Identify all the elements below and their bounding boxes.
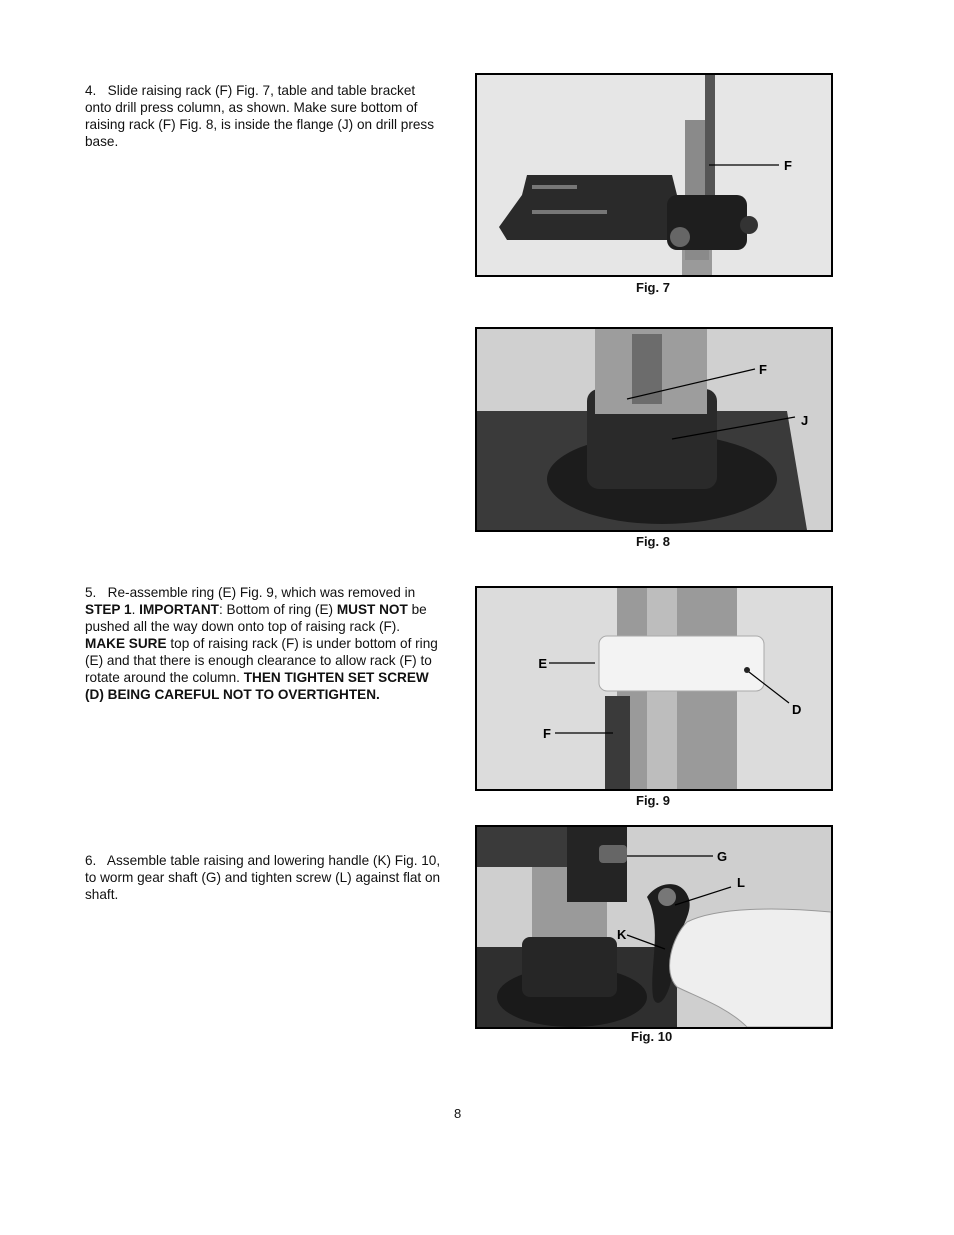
step-5-bold-1: STEP 1 (85, 602, 132, 617)
figure-7 (475, 73, 833, 277)
fig10-label-k: K (617, 927, 627, 942)
figure-10-photo (477, 827, 831, 1027)
step-5-bold-2: IMPORTANT (139, 602, 219, 617)
fig8-caption: Fig. 8 (636, 534, 670, 549)
step-5-text-2: . (131, 602, 140, 617)
figure-10 (475, 825, 833, 1029)
figure-9-photo (477, 588, 831, 789)
step-5-bold-3: MUST NOT (336, 602, 408, 617)
fig10-label-g: G (717, 849, 728, 864)
fig10-caption: Fig. 10 (631, 1029, 673, 1044)
page-number: 8 (454, 1106, 462, 1121)
step-5-text (85, 584, 441, 703)
fig9-caption: Fig. 9 (636, 793, 670, 808)
step-6-text: 6. Assemble table raising and lowering handle (K) Fig. 10, to worm gear shaft (G) and tighten screw (L) against flat on shaft. (85, 853, 441, 902)
step-5-text-4: be pushed all the way down onto top of raising rack (F). (85, 602, 427, 634)
fig9-label-e: E (538, 656, 547, 671)
step-5-bold-5: THEN TIGHTEN SET SCREW (D) BEING CAREFUL NOT TO OVERTIGHTEN. (85, 670, 429, 702)
step-5-text-1: 5. Re-assemble ring (E) Fig. 9, which was removed in (85, 585, 416, 600)
figure-7-photo (477, 75, 831, 275)
fig7-caption: Fig. 7 (636, 280, 670, 295)
fig10-label-l: L (737, 875, 745, 890)
fig8-label-f: F (759, 362, 767, 377)
fig7-label-f: F (784, 158, 792, 173)
figure-8 (475, 327, 833, 532)
step-5-bold-4: MAKE SURE (85, 636, 167, 651)
fig8-label-j: J (801, 413, 809, 428)
step-4-text: 4. Slide raising rack (F) Fig. 7, table and table bracket onto drill press column, as shown. Make sure bottom of raising rack (F) Fig. 8, is inside the flange (J) on drill press base. (85, 83, 435, 149)
figure-8-photo (477, 329, 831, 530)
step-5-text-5: top of raising rack (F) is under bottom of ring (E) and that there is enough clearance to allow rack (F) to rotate around the column. (85, 636, 438, 685)
fig9-label-d: D (792, 702, 802, 717)
figure-9 (475, 586, 833, 791)
fig9-label-f: F (543, 726, 551, 741)
step-5-text-3: : Bottom of ring (E) (218, 602, 337, 617)
